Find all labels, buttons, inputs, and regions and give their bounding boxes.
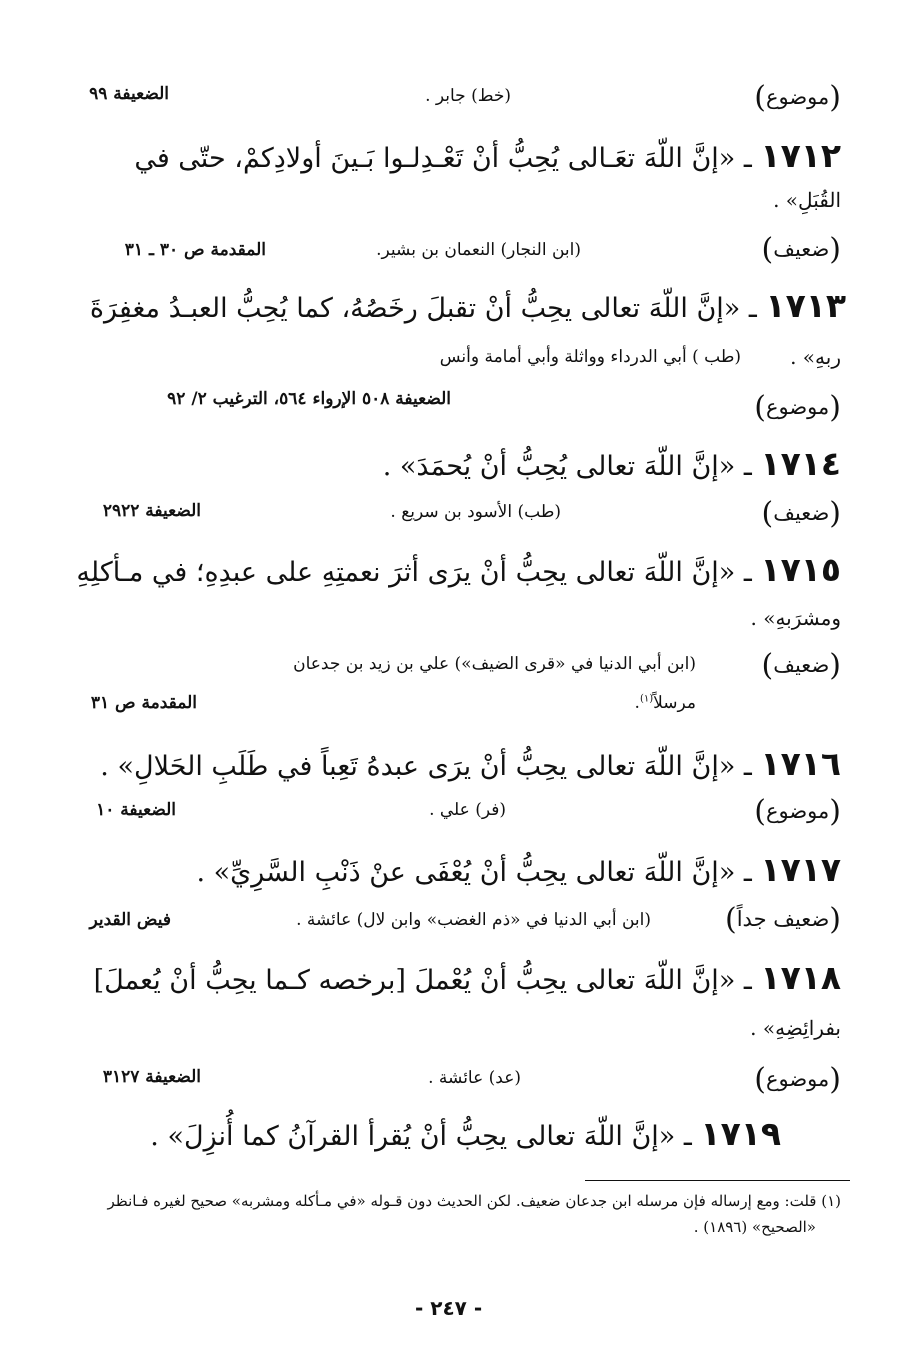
source-citation: (ابن أبي الدنيا في «ذم الغضب» وابن لال) عائشة . [296,910,651,930]
grade-label: (موضوع) [754,390,841,425]
footnote-rule [585,1180,850,1181]
hadith-line: ١٧١٣ ـ «إنَّ اللّهَ تعالى يحِبُّ أنْ تقبلَ رخَصُهُ، كما يُحِبُّ العبـدُ مغفِرَةَ [89,286,846,325]
grade-label: (موضوع) [754,794,841,829]
grade-label: (موضوع) [754,80,841,115]
source-citation: (خط) جابر . [425,86,511,106]
hadith-number: ١٧١٨ [760,958,841,997]
source-citation: (طب ) أبي الدرداء وواثلة وأبي أمامة وأنس [439,347,741,367]
grade-label: (ضعيف جداً) [725,902,841,937]
hadith-line: ١٧١٨ ـ «إنَّ اللّهَ تعالى يحِبُّ أنْ يُعْملَ [برخصه كـما يحِبُّ أنْ يُعملَ] [93,958,841,997]
reference: الضعيفة ١٠ [96,800,176,820]
footnote-text: (١) قلت: ومع إرساله فإن مرسله ابن جدعان ضعيف. لكن الحديث دون قـوله «في مـأكله ومشربه» صحيح لغيره فـانظر [107,1192,841,1210]
hadith-line: ١٧١٤ ـ «إنَّ اللّهَ تعالى يُحِبُّ أنْ يُحمَدَ» . [382,444,841,483]
grade-label: (ضعيف) [761,232,841,267]
hadith-continuation: ومشرَبهِ» . [750,606,841,630]
hadith-number: ١٧١٦ [760,744,841,783]
hadith-number: ١٧١٤ [760,444,841,483]
hadith-line: ١٧١٧ ـ «إنَّ اللّهَ تعالى يحِبُّ أنْ يُعْفَى عنْ ذَنْبِ السَّرِيِّ» . [196,850,841,889]
hadith-number: ١٧١٥ [760,550,841,589]
hadith-continuation: القُبَلِ» . [773,188,841,212]
reference: المقدمة ص ٣٠ ـ ٣١ [124,240,266,260]
source-citation: (فر) علي . [429,800,506,820]
reference: فيض القدير [89,910,171,930]
reference: المقدمة ص ٣١ [90,693,197,713]
source-citation: (ابن النجار) النعمان بن بشير. [376,240,581,260]
hadith-line: ١٧١٢ ـ «إنَّ اللّهَ تعَـالى يُحِبُّ أنْ تَعْـدِلـوا بَـينَ أولادِكمْ، حتّى في [134,136,841,175]
page-number: - ٢٤٧ - [415,1296,483,1320]
grade-label: (موضوع) [754,1062,841,1097]
footnote-text: «الصحيح» (١٨٩٦) . [693,1218,816,1236]
reference: الضعيفة ٥٠٨ الإرواء ٥٦٤، الترغيب ٢/ ٩٢ [167,389,451,409]
hadith-line: ١٧١٥ ـ «إنَّ اللّهَ تعالى يحِبُّ أنْ يرَى أثرَ نعمتِهِ على عبدِهِ؛ في مـأكلِهِ [76,550,841,589]
hadith-number: ١٧١٢ [760,136,841,175]
hadith-line: ١٧١٩ ـ «إنَّ اللّهَ تعالى يحِبُّ أنْ يُقرأ القرآنُ كما أُنزِلَ» . [150,1114,781,1153]
reference: الضعيفة ٢٩٢٢ [102,501,201,521]
grade-label: (ضعيف) [761,496,841,531]
reference: الضعيفة ٣١٢٧ [102,1067,201,1087]
footnote-mark: (١) [639,693,654,705]
grade-label: (ضعيف) [761,648,841,683]
hadith-line: ١٧١٦ ـ «إنَّ اللّهَ تعالى يحِبُّ أنْ يرَى عبدهُ تَعِباً في طَلَبِ الحَلالِ» . [100,744,841,783]
source-citation: (ابن أبي الدنيا في «قرى الضيف») علي بن زيد بن جدعان [293,654,696,674]
source-citation-continuation: مرسلاً$^{(١)}$. [634,693,696,713]
hadith-number: ١٧١٧ [760,850,841,889]
hadith-continuation: ربهِ» . [790,345,841,369]
source-citation: (طب) الأسود بن سريع . [390,502,561,522]
hadith-continuation: بفرائِضِهِ» . [750,1016,841,1040]
hadith-number: ١٧١٣ [765,286,846,325]
source-citation: (عد) عائشة . [428,1068,521,1088]
hadith-number: ١٧١٩ [700,1114,781,1153]
reference: الضعيفة ٩٩ [89,84,169,104]
